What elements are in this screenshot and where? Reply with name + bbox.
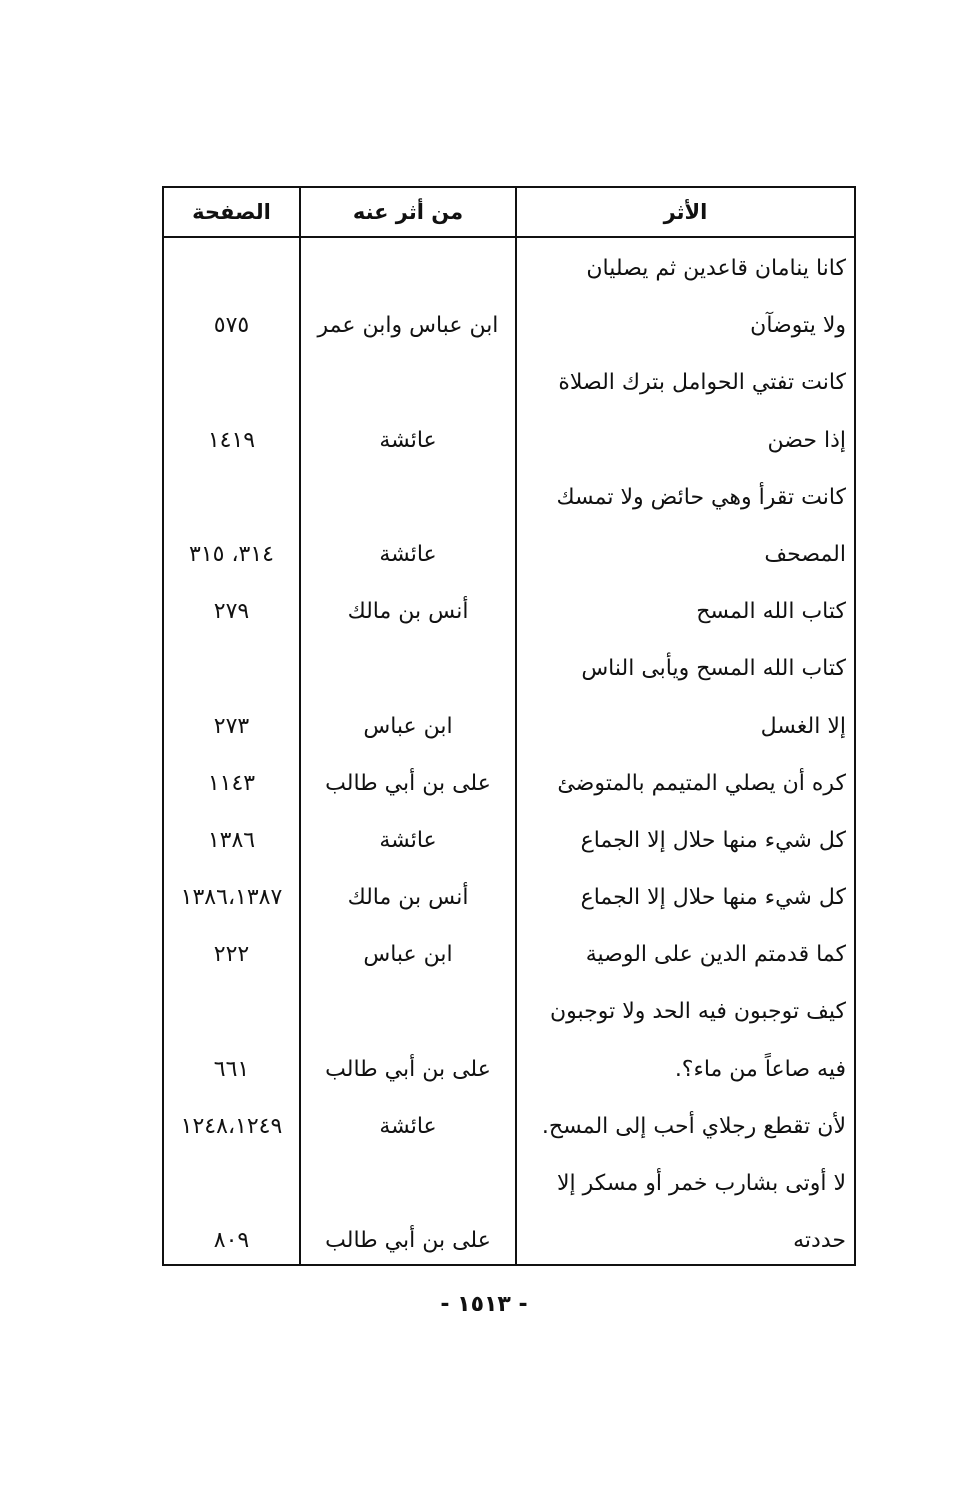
table-body [164,240,854,1269]
athar-cell: إذا حضن [767,427,846,453]
narrator-cell [301,240,515,297]
narrator-cell: عائشة [379,827,437,853]
narrator-cell: على بن أبي طالب [325,1056,491,1082]
table-row [164,354,854,411]
page-cell [164,983,299,1040]
table-row [164,1098,854,1155]
table-row [164,698,854,755]
table-row [164,869,854,926]
athar-cell: ولا يتوضآن [750,313,846,339]
page-cell: ٥٧٥ [213,313,250,339]
athar-cell: كتاب الله المسح ويأبى الناس [581,656,846,682]
table-row [164,812,854,869]
narrator-cell: عائشة [379,427,437,453]
narrator-cell [301,1155,515,1212]
header-divider [164,236,854,238]
table-row [164,926,854,983]
table-row [164,412,854,469]
page-cell: ١٣٨٦ [207,827,256,853]
page-cell: ٢٧٩ [213,599,250,625]
table-row [164,240,854,297]
table-row [164,1155,854,1212]
narrator-cell: على بن أبي طالب [325,1228,491,1254]
header-athar: الأثر [663,200,708,224]
page-cell [164,240,299,297]
table-row [164,297,854,354]
narrator-cell: عائشة [379,541,437,567]
page-cell: ٢٢٢ [213,942,250,968]
table-row [164,526,854,583]
page-cell: ١٢٤٨،١٢٤٩ [180,1113,283,1139]
narrator-cell [301,640,515,697]
page-cell [164,1155,299,1212]
narrator-cell: ابن عباس [363,713,453,739]
page-cell [164,354,299,411]
athar-cell: كيف توجبون فيه الحد ولا توجبون [549,999,846,1025]
athar-cell: كره أن يصلي المتيمم بالمتوضئ [557,770,846,796]
athar-cell: المصحف [764,541,846,567]
header-narrator: من أثر عنه [352,200,464,224]
athar-cell: كتاب الله المسح [696,599,846,625]
page-cell [164,640,299,697]
athar-cell: كانا ينامان قاعدين ثم يصليان [586,256,846,281]
table-row [164,1041,854,1098]
narrator-cell [301,983,515,1040]
narrator-cell [301,469,515,526]
header-page: الصفحة [192,200,271,224]
athar-cell: كما قدمتم الدين على الوصية [585,942,846,968]
narrator-cell: ابن عباس وابن عمر [317,313,499,339]
athar-cell: كل شيء منها حلال إلا الجماع [580,827,846,853]
table-row [164,755,854,812]
page-cell [164,469,299,526]
page-cell: ٣١٤، ٣١٥ [189,541,274,567]
page-cell: ١٤١٩ [207,427,256,453]
narrator-cell: على بن أبي طالب [325,770,491,796]
athar-cell: حددته [793,1228,846,1254]
athar-cell: فيه صاعاً من ماء؟. [674,1056,846,1082]
page-cell: ١٣٨٦،١٣٨٧ [180,885,283,911]
table-row [164,983,854,1040]
table-row [164,583,854,640]
athar-cell: لا أوتى بشارب خمر أو مسكر إلا [556,1171,846,1196]
narrator-cell: أنس بن مالك [347,599,469,625]
page-cell: ١١٤٣ [207,770,256,796]
narrator-cell: أنس بن مالك [347,885,469,911]
narrator-cell: ابن عباس [363,942,453,968]
athar-index-table [162,186,856,1266]
athar-cell: كانت تقرأ وهي حائض ولا تمسك [556,484,846,510]
page-cell: ٢٧٣ [213,713,250,739]
table-row [164,469,854,526]
athar-cell: كل شيء منها حلال إلا الجماع [580,885,846,911]
narrator-cell [301,354,515,411]
athar-cell: كانت تفتي الحوامل بترك الصلاة [558,370,846,396]
athar-cell: إلا الغسل [760,713,846,739]
page-cell: ٨٠٩ [213,1228,250,1254]
athar-cell: لأن تقطع رجلاي أحب إلى المسح. [541,1113,846,1139]
narrator-cell: عائشة [379,1113,437,1139]
table-row [164,1212,854,1269]
page-cell: ٦٦١ [213,1056,250,1082]
page-number: - ١٥١٣ - [440,1292,528,1317]
table-row [164,640,854,697]
